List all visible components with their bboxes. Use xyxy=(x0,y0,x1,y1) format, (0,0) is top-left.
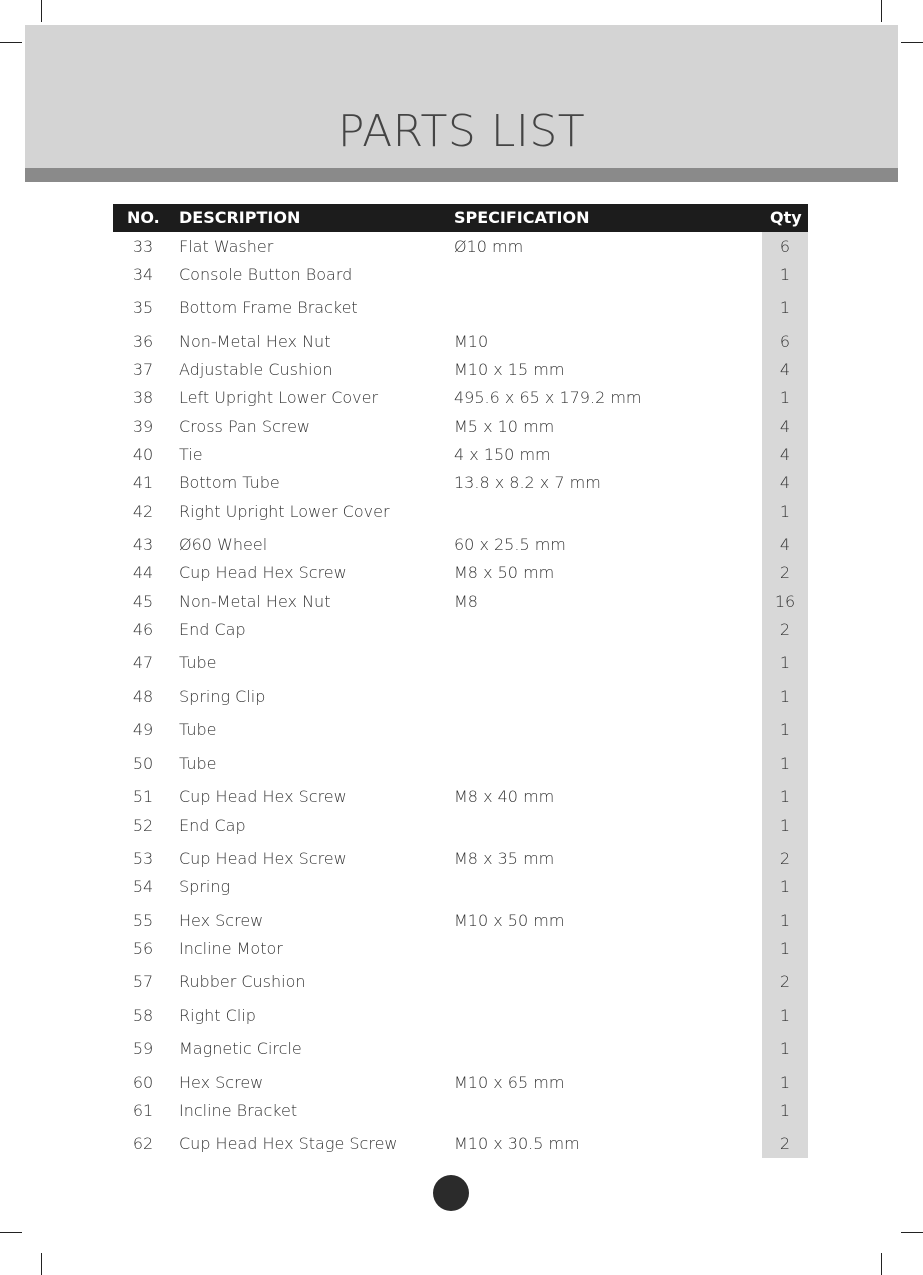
part-number: 45 xyxy=(132,592,154,611)
part-number: 56 xyxy=(132,939,154,958)
table-row xyxy=(0,332,923,352)
part-number: 41 xyxy=(132,473,154,492)
part-description: Flat Washer xyxy=(179,237,274,256)
crop-mark xyxy=(901,42,923,43)
part-description: Non-Metal Hex Nut xyxy=(179,592,331,611)
table-row xyxy=(0,265,923,285)
part-specification: M8 x 35 mm xyxy=(454,849,555,868)
table-row xyxy=(0,473,923,493)
part-specification: 4 x 150 mm xyxy=(454,445,551,464)
part-description: Tube xyxy=(179,653,217,672)
crop-mark xyxy=(0,1232,22,1233)
part-number: 34 xyxy=(132,265,154,284)
part-qty: 1 xyxy=(779,1101,791,1120)
part-description: Cross Pan Screw xyxy=(179,417,311,436)
part-specification: M8 x 50 mm xyxy=(454,563,555,582)
crop-mark xyxy=(881,1253,882,1275)
table-row xyxy=(0,1101,923,1121)
table-row xyxy=(0,388,923,408)
part-specification: 495.6 x 65 x 179.2 mm xyxy=(454,388,642,407)
header-no: NO. xyxy=(127,208,160,227)
part-qty: 1 xyxy=(779,298,791,317)
part-number: 36 xyxy=(132,332,154,351)
part-description: Left Upright Lower Cover xyxy=(179,388,379,407)
crop-mark xyxy=(41,1253,42,1275)
part-specification: Ø10 mm xyxy=(454,237,524,256)
part-qty: 1 xyxy=(779,787,791,806)
table-row xyxy=(0,237,923,257)
part-number: 44 xyxy=(132,563,154,582)
table-row xyxy=(0,911,923,931)
part-number: 39 xyxy=(132,417,154,436)
part-qty: 6 xyxy=(779,332,791,351)
part-description: Spring xyxy=(179,877,231,896)
crop-mark xyxy=(41,0,42,22)
part-number: 59 xyxy=(132,1039,154,1058)
part-qty: 4 xyxy=(779,417,791,436)
part-description: Non-Metal Hex Nut xyxy=(179,332,331,351)
part-number: 43 xyxy=(132,535,154,554)
part-number: 62 xyxy=(132,1134,154,1153)
part-qty: 4 xyxy=(779,445,791,464)
part-number: 51 xyxy=(132,787,154,806)
part-number: 52 xyxy=(132,816,154,835)
part-qty: 1 xyxy=(779,754,791,773)
part-qty: 6 xyxy=(779,237,791,256)
table-row xyxy=(0,877,923,897)
header-qty: Qty xyxy=(770,208,802,227)
part-number: 35 xyxy=(132,298,154,317)
table-row xyxy=(0,754,923,774)
part-description: Cup Head Hex Stage Screw xyxy=(179,1134,398,1153)
part-qty: 1 xyxy=(779,502,791,521)
part-qty: 2 xyxy=(779,1134,791,1153)
table-row xyxy=(0,787,923,807)
part-specification: M5 x 10 mm xyxy=(454,417,555,436)
part-number: 50 xyxy=(132,754,154,773)
part-number: 40 xyxy=(132,445,154,464)
part-specification: M10 x 65 mm xyxy=(454,1073,565,1092)
part-description: Hex Screw xyxy=(179,911,264,930)
header-description: DESCRIPTION xyxy=(179,208,301,227)
part-description: Spring Clip xyxy=(179,687,266,706)
part-number: 54 xyxy=(132,877,154,896)
part-number: 42 xyxy=(132,502,154,521)
table-row xyxy=(0,720,923,740)
table-row xyxy=(0,445,923,465)
part-description: Tube xyxy=(179,754,217,773)
part-qty: 4 xyxy=(779,535,791,554)
crop-mark xyxy=(0,42,22,43)
part-qty: 1 xyxy=(779,1006,791,1025)
part-description: Cup Head Hex Screw xyxy=(179,787,347,806)
table-row xyxy=(0,972,923,992)
part-qty: 1 xyxy=(779,877,791,896)
part-specification: 13.8 x 8.2 x 7 mm xyxy=(454,473,601,492)
crop-mark xyxy=(881,0,882,22)
part-qty: 2 xyxy=(779,563,791,582)
part-number: 38 xyxy=(132,388,154,407)
table-row xyxy=(0,939,923,959)
part-specification: M8 x 40 mm xyxy=(454,787,555,806)
part-description: Bottom Frame Bracket xyxy=(179,298,358,317)
table-row xyxy=(0,849,923,869)
part-description: Console Button Board xyxy=(179,265,353,284)
part-description: Right Clip xyxy=(179,1006,256,1025)
part-qty: 1 xyxy=(779,911,791,930)
part-qty: 1 xyxy=(779,265,791,284)
part-description: Incline Bracket xyxy=(179,1101,298,1120)
table-row xyxy=(0,535,923,555)
part-specification: M10 x 15 mm xyxy=(454,360,565,379)
part-description: Rubber Cushion xyxy=(179,972,306,991)
page-title: PARTS LIST xyxy=(337,106,586,157)
table-row xyxy=(0,417,923,437)
part-number: 46 xyxy=(132,620,154,639)
part-qty: 1 xyxy=(779,653,791,672)
part-specification: M10 x 30.5 mm xyxy=(454,1134,580,1153)
part-specification: M10 xyxy=(454,332,489,351)
part-description: Cup Head Hex Screw xyxy=(179,849,347,868)
part-description: Ø60 Wheel xyxy=(179,535,268,554)
table-row xyxy=(0,1006,923,1026)
table-row xyxy=(0,502,923,522)
part-number: 48 xyxy=(132,687,154,706)
part-specification: M8 xyxy=(454,592,478,611)
part-qty: 1 xyxy=(779,816,791,835)
table-row xyxy=(0,298,923,318)
table-row xyxy=(0,1039,923,1059)
table-row xyxy=(0,1073,923,1093)
part-number: 55 xyxy=(132,911,154,930)
table-row xyxy=(0,687,923,707)
part-description: Tie xyxy=(179,445,203,464)
part-qty: 16 xyxy=(774,592,796,611)
table-row xyxy=(0,592,923,612)
header-specification: SPECIFICATION xyxy=(454,208,590,227)
part-description: Tube xyxy=(179,720,217,739)
part-description: Magnetic Circle xyxy=(179,1039,302,1058)
part-number: 53 xyxy=(132,849,154,868)
part-description: Cup Head Hex Screw xyxy=(179,563,347,582)
part-number: 37 xyxy=(132,360,154,379)
part-qty: 1 xyxy=(779,1039,791,1058)
part-qty: 1 xyxy=(779,720,791,739)
part-number: 47 xyxy=(132,653,154,672)
part-qty: 2 xyxy=(779,972,791,991)
header-rule xyxy=(25,168,898,182)
part-number: 49 xyxy=(132,720,154,739)
part-qty: 2 xyxy=(779,849,791,868)
part-specification: M10 x 50 mm xyxy=(454,911,565,930)
part-number: 61 xyxy=(132,1101,154,1120)
part-description: Bottom Tube xyxy=(179,473,280,492)
table-row xyxy=(0,653,923,673)
part-qty: 2 xyxy=(779,620,791,639)
part-description: Hex Screw xyxy=(179,1073,264,1092)
part-qty: 4 xyxy=(779,473,791,492)
part-description: Adjustable Cushion xyxy=(179,360,333,379)
part-qty: 4 xyxy=(779,360,791,379)
table-row xyxy=(0,816,923,836)
part-qty: 1 xyxy=(779,687,791,706)
part-number: 33 xyxy=(132,237,154,256)
part-qty: 1 xyxy=(779,388,791,407)
part-number: 58 xyxy=(132,1006,154,1025)
crop-mark xyxy=(901,1232,923,1233)
part-specification: 60 x 25.5 mm xyxy=(454,535,566,554)
part-description: End Cap xyxy=(179,816,246,835)
part-number: 60 xyxy=(132,1073,154,1092)
part-qty: 1 xyxy=(779,939,791,958)
part-description: End Cap xyxy=(179,620,246,639)
table-row xyxy=(0,563,923,583)
table-row xyxy=(0,620,923,640)
part-description: Incline Motor xyxy=(179,939,283,958)
table-row xyxy=(0,1134,923,1154)
part-description: Right Upright Lower Cover xyxy=(179,502,390,521)
table-header xyxy=(113,204,808,232)
table-row xyxy=(0,360,923,380)
part-qty: 1 xyxy=(779,1073,791,1092)
part-number: 57 xyxy=(132,972,154,991)
page-number-dot xyxy=(433,1175,469,1211)
